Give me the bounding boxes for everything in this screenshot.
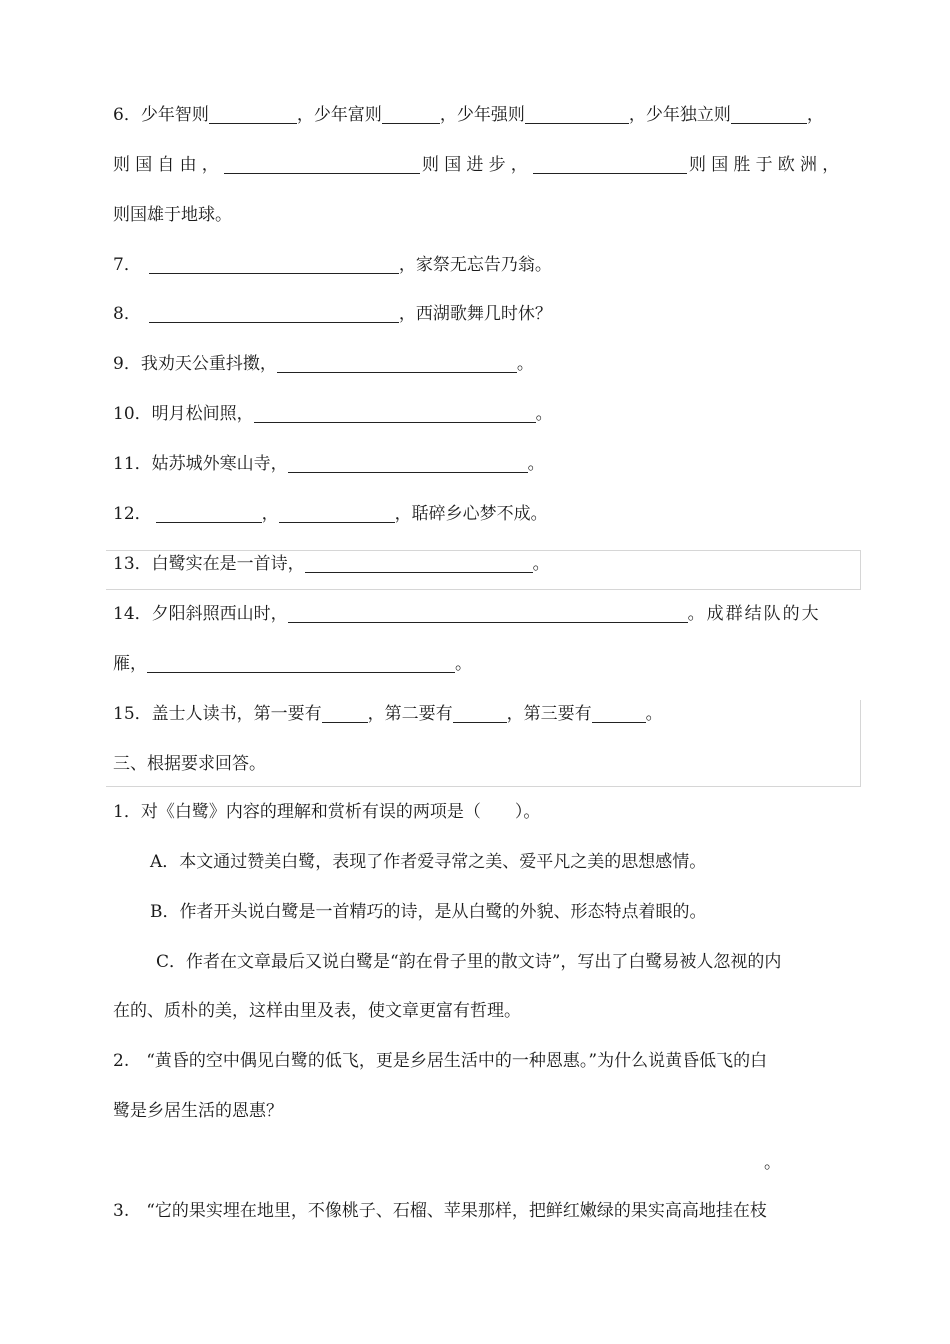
blank[interactable] — [149, 304, 399, 323]
blank[interactable] — [156, 504, 262, 523]
blank[interactable] — [288, 454, 528, 473]
question-6-line3: 则国雄于地球。 — [113, 205, 232, 225]
reading-q2-line2: 鹭是乡居生活的恩惠？ — [113, 1101, 283, 1121]
blank[interactable] — [322, 704, 368, 723]
question-7: 7． ，家祭无忘告乃翁。 — [113, 255, 552, 275]
blank[interactable] — [305, 554, 533, 573]
question-13: 13．白鹭实在是一首诗， 。 — [113, 554, 550, 574]
blank[interactable] — [209, 105, 297, 124]
blank[interactable] — [149, 255, 399, 274]
blank[interactable] — [382, 105, 440, 124]
blank[interactable] — [731, 105, 807, 124]
question-15: 15．盖士人读书，第一要有 ，第二要有 ，第三要有 。 — [113, 704, 663, 724]
blank[interactable] — [147, 654, 455, 673]
blank[interactable] — [533, 155, 687, 174]
section-3-heading: 三、根据要求回答。 — [113, 754, 266, 774]
option-c-line1[interactable]: C．作者在文章最后又说白鹭是“韵在骨子里的散文诗”，写出了白鹭易被人忽视的内 — [156, 952, 782, 972]
reading-q2-line1: 2. “黄昏的空中偶见白鹭的低飞，更是乡居生活中的一种恩惠。”为什么说黄昏低飞的白 — [113, 1051, 768, 1071]
question-11: 11．姑苏城外寒山寺， 。 — [113, 454, 545, 474]
blank[interactable] — [277, 354, 517, 373]
question-6-line2: 则国自由， 则国进步， 则国胜于欧洲， — [113, 155, 845, 175]
question-9: 9．我劝天公重抖擞， 。 — [113, 354, 534, 374]
answer-end-mark: 。 — [764, 1153, 781, 1173]
blank[interactable] — [525, 105, 629, 124]
reading-q3-line1: 3. “它的果实埋在地里，不像桃子、石榴、苹果那样，把鲜红嫩绿的果实高高地挂在枝 — [113, 1201, 767, 1221]
question-6-line1: 6．少年智则 ，少年富则 ，少年强则 ，少年独立则 ， — [113, 105, 824, 125]
reading-q1-stem: 1．对《白鹭》内容的理解和赏析有误的两项是（ ）。 — [113, 802, 541, 822]
question-14-line1: 14．夕阳斜照西山时， 。成群结队的大 — [113, 604, 821, 624]
question-14-line2: 雁， 。 — [113, 654, 472, 674]
option-a[interactable]: A．本文通过赞美白鹭，表现了作者爱寻常之美、爱平凡之美的思想感情。 — [150, 852, 707, 872]
blank[interactable] — [453, 704, 507, 723]
option-c-line2: 在的、质朴的美，这样由里及表，使文章更富有哲理。 — [113, 1001, 521, 1021]
option-b[interactable]: B．作者开头说白鹭是一首精巧的诗，是从白鹭的外貌、形态特点着眼的。 — [150, 902, 707, 922]
question-12: 12． ， ，聒碎乡心梦不成。 — [113, 504, 548, 524]
blank[interactable] — [279, 504, 395, 523]
blank[interactable] — [592, 704, 646, 723]
blank[interactable] — [254, 404, 536, 423]
question-10: 10．明月松间照， 。 — [113, 404, 553, 424]
blank[interactable] — [224, 155, 420, 174]
blank[interactable] — [288, 604, 688, 623]
question-8: 8． ，西湖歌舞几时休？ — [113, 304, 552, 324]
